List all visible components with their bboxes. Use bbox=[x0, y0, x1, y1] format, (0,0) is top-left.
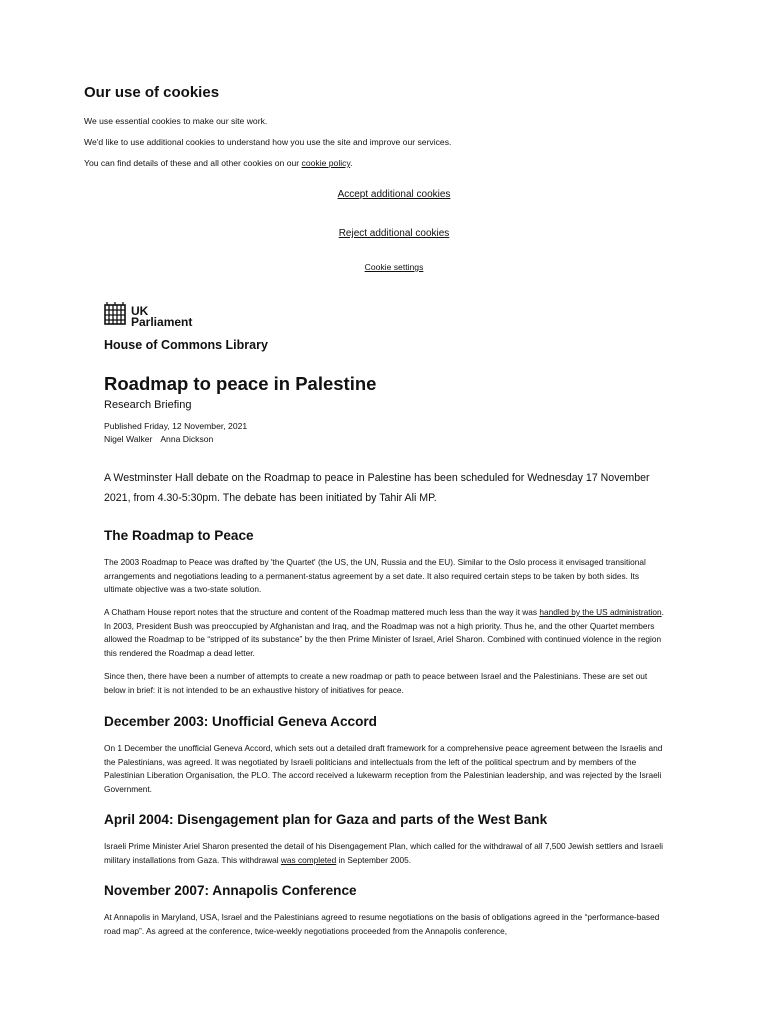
published-date: Published Friday, 12 November, 2021 bbox=[104, 421, 248, 431]
paragraph bbox=[104, 606, 668, 660]
paragraph: At Annapolis in Maryland, USA, Israel and the Palestinians agreed to resume negotiations on the basis of obligations agreed in the “performance-based road map”. As agreed at the conference, twice-weekly negotiations proceeded from the Annapolis conference, bbox=[104, 912, 660, 936]
section-heading: November 2007: Annapolis Conference bbox=[104, 883, 357, 898]
section-heading: April 2004: Disengagement plan for Gaza and parts of the West Bank bbox=[104, 812, 548, 827]
accept-cookies-button[interactable]: Accept additional cookies bbox=[337, 189, 451, 200]
portcullis-icon bbox=[104, 302, 126, 331]
lead-paragraph: A Westminster Hall debate on the Roadmap to peace in Palestine has been scheduled for Wednesday 17 November 2021, from 4.30-5:30pm. The debate has been initiated by Tahir Ali MP. bbox=[104, 472, 650, 504]
cookie-banner-title: Our use of cookies bbox=[84, 84, 220, 101]
logo-line-uk: UK bbox=[131, 303, 149, 318]
paragraph-text: Israeli Prime Minister Ariel Sharon presented the detail of his Disengagement Plan, which called for the withdrawal of all 7,500 Jewish settlers and Israeli military installations from Gaza. This withdrawal bbox=[104, 841, 663, 865]
cookie-text-policy bbox=[84, 158, 353, 168]
paragraph: On 1 December the unofficial Geneva Accord, which sets out a detailed draft framework for a comprehensive peace agreement between the Israelis and the Palestinians, was agreed. It was negotiated by Israeli politicians and intellectuals from the left of the political spectrum and by members of the Palestinian Liberation Organisation, the PLO. The accord received a lukewarm reception from the Palestinian leadership, and was rejected by the Israeli Government. bbox=[104, 743, 663, 794]
cookie-text-additional: We'd like to use additional cookies to understand how you use the site and improve our services. bbox=[84, 137, 452, 147]
page-title: Roadmap to peace in Palestine bbox=[104, 373, 377, 394]
section-heading: The Roadmap to Peace bbox=[104, 528, 254, 543]
cookie-policy-link[interactable]: cookie policy bbox=[301, 158, 351, 168]
paragraph-text: in September 2005. bbox=[338, 854, 411, 865]
paragraph: Since then, there have been a number of attempts to create a new roadmap or path to peace between Israel and the Palestinians. These are set out below in brief: it is not intended to be an exhaustive history of initiatives for peace. bbox=[104, 671, 648, 695]
logo-wordmark bbox=[131, 303, 193, 329]
cookie-text-essential: We use essential cookies to make our site work. bbox=[84, 116, 268, 126]
cookie-policy-suffix: . bbox=[350, 158, 353, 168]
section-heading: December 2003: Unofficial Geneva Accord bbox=[104, 714, 377, 729]
logo-line-parliament: Parliament bbox=[131, 314, 193, 329]
reject-cookies-button[interactable]: Reject additional cookies bbox=[338, 228, 450, 239]
was-completed-link[interactable]: was completed bbox=[280, 854, 337, 865]
cookie-policy-prefix: You can find details of these and all other cookies on our bbox=[84, 158, 300, 168]
uk-parliament-logo[interactable] bbox=[104, 302, 192, 331]
author-name[interactable]: Nigel Walker bbox=[104, 434, 153, 444]
paragraph-text: A Chatham House report notes that the structure and content of the Roadmap mattered much less than the way it was bbox=[104, 607, 538, 617]
paragraph-text: . In 2003, President Bush was preoccupied by Afghanistan and Iraq, and the Roadmap was not a high priority. Thus he, and the other Quartet members allowed the Roadmap to be “stripped of its substance” by the then Prime Minister of Israel, Ariel Sharon. Combined with continued violence in the region this rendered the Roadmap a dead letter. bbox=[104, 607, 664, 658]
authors bbox=[104, 434, 219, 444]
document-type: Research Briefing bbox=[104, 399, 192, 411]
library-name[interactable]: House of Commons Library bbox=[104, 338, 268, 352]
paragraph: The 2003 Roadmap to Peace was drafted by 'the Quartet' (the US, the UN, Russia and the EU). Similar to the Oslo process it envisaged transitional arrangements and negotiations leading to a permanent-status agreement by a set date. It also required certain steps to be taken by both sides. Its ultimate objective was a two-state solution. bbox=[104, 557, 646, 595]
cookie-settings-link[interactable]: Cookie settings bbox=[364, 262, 424, 272]
us-administration-link[interactable]: handled by the US administration bbox=[539, 607, 662, 617]
author-name[interactable]: Anna Dickson bbox=[160, 434, 214, 444]
paragraph bbox=[104, 840, 668, 867]
